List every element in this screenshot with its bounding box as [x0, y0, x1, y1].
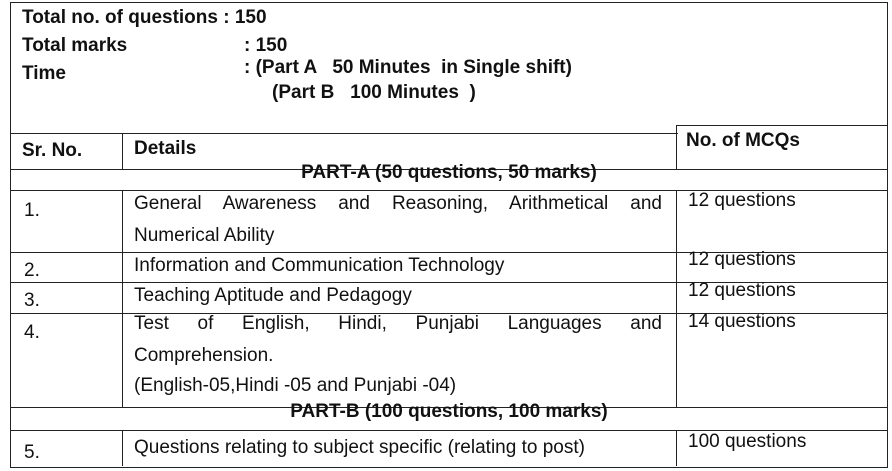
time-part-b: (Part B 100 Minutes ) — [272, 82, 476, 103]
part-b-heading: PART-B (100 questions, 100 marks) — [290, 401, 608, 422]
total-marks-value: : 150 — [244, 35, 288, 56]
mcq-column-border — [676, 190, 677, 408]
row-5-mcq-border — [676, 430, 677, 466]
row-3-sr: 3. — [24, 290, 40, 311]
row-3-details: Teaching Aptitude and Pedagogy — [134, 285, 412, 306]
header-divider-left — [10, 133, 678, 134]
row-4-sr: 4. — [24, 322, 40, 343]
row-5-details: Questions relating to subject specific (relating to post) — [134, 437, 585, 458]
row-2-details: Information and Communication Technology — [134, 255, 505, 276]
row-4-details-line-3: (English-05,Hindi -05 and Punjabi -04) — [134, 375, 457, 396]
column-header-mcqs: No. of MCQs — [686, 130, 800, 151]
row-1-mcqs: 12 questions — [688, 190, 796, 211]
row-5-mcqs: 100 questions — [688, 431, 807, 452]
row-2-mcqs: 12 questions — [688, 249, 796, 270]
row-3-mcqs: 12 questions — [688, 280, 796, 301]
column-header-details: Details — [134, 138, 197, 159]
total-questions-label: Total no. of questions : 150 — [22, 7, 267, 28]
row-4-mcqs: 14 questions — [688, 311, 796, 332]
row-5-sr: 5. — [24, 442, 40, 463]
total-marks-label: Total marks — [22, 35, 128, 56]
row-1-details-line-1: General Awareness and Reasoning, Arithmetical and — [134, 193, 662, 214]
time-part-a: : (Part A 50 Minutes in Single shift) — [244, 57, 572, 78]
time-label: Time — [22, 63, 67, 84]
row-1-sr: 1. — [24, 200, 40, 221]
row-2-sr: 2. — [24, 260, 40, 281]
row-5-details-border — [122, 430, 123, 466]
row-4-details-line-1: Test of English, Hindi, Punjabi Languages and — [134, 313, 662, 334]
row-4-details-line-2: Comprehension. — [134, 345, 274, 366]
details-column-border — [122, 190, 123, 408]
part-a-heading: PART-A (50 questions, 50 marks) — [301, 162, 597, 183]
row-1-details-line-2: Numerical Ability — [134, 225, 275, 246]
column-header-sr-no: Sr. No. — [22, 140, 83, 161]
